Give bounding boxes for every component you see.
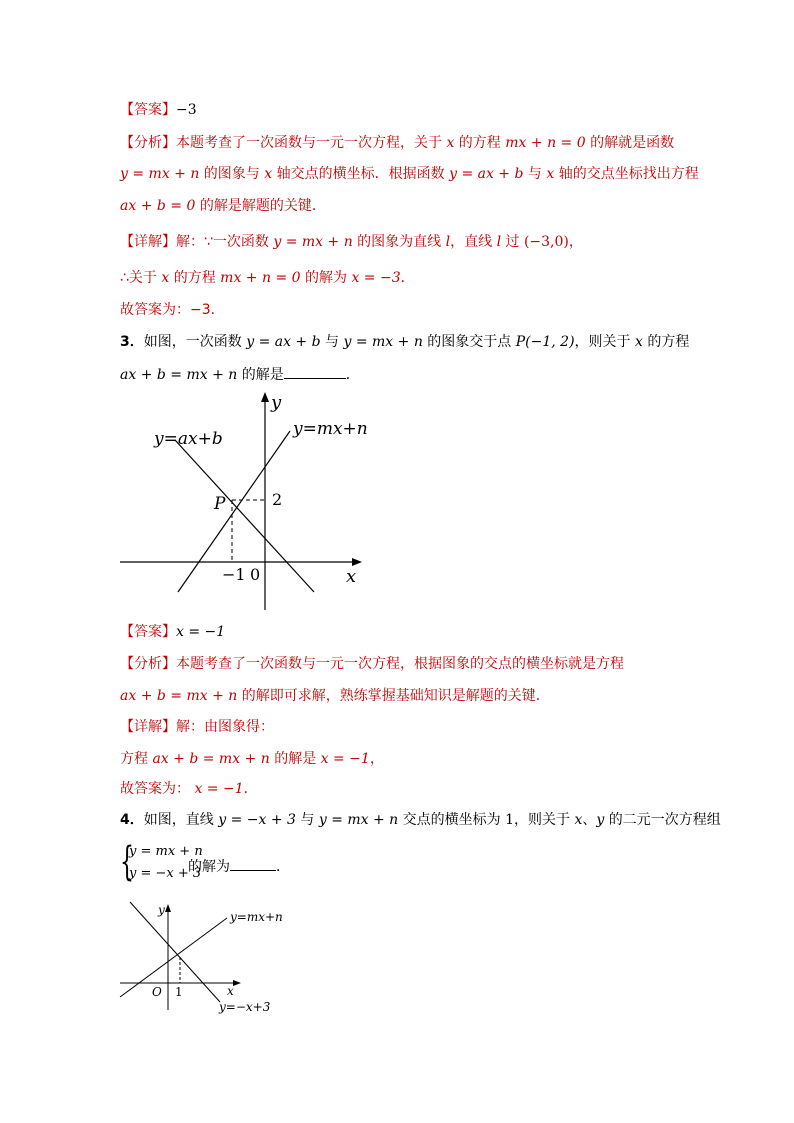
system-equation-2: y = −x + 3 (129, 866, 202, 881)
system-tail: 的解为 ． (188, 856, 290, 876)
x-axis-arrow (352, 558, 362, 566)
analysis-3-line-1: 【分析】本题考查了一次函数与一元一次方程，根据图象的交点的横坐标就是方程 (120, 656, 624, 672)
label-line-mx-n: y=mx+n (293, 419, 368, 439)
analysis-2-line-3: ax + b = 0 的解是解题的关键． (120, 198, 326, 214)
label-x-axis: x (227, 984, 234, 998)
graph-question-3 (110, 388, 370, 614)
answer-blank (230, 856, 276, 871)
detail-2-line-3: 故答案为：−3． (120, 302, 225, 318)
analysis-2-line-2: y = mx + n 的图象与 x 轴交点的横坐标．根据函数 y = ax + b 与 x 轴的交点坐标找出方程 (120, 166, 699, 182)
analysis-3-line-2: ax + b = mx + n 的解即可求解，熟练掌握基础知识是解题的关键． (120, 688, 550, 704)
y-axis-arrow (165, 904, 171, 912)
detail-2-line-2: ∴关于 x 的方程 mx + n = 0 的解为 x = −3． (120, 270, 415, 286)
label-line-neg-x-3: y=−x+3 (219, 1000, 271, 1014)
detail-label: 【详解】 (120, 719, 176, 735)
detail-2-line-1: 【详解】解：∵一次函数 y = mx + n 的图象为直线 l，直线 l 过 (−3,0)， (120, 234, 583, 250)
label-x-1: 1 (175, 985, 183, 999)
label-line-ax-b: y=ax+b (154, 429, 223, 449)
label-x-axis: x (346, 566, 357, 587)
question-number: 3． (120, 334, 144, 350)
line-mx-plus-n (120, 918, 227, 997)
x-axis-arrow (233, 980, 241, 986)
label-x-neg1: −1 (222, 565, 246, 584)
system-brace: { (120, 839, 134, 885)
answer-value: x = −1 (176, 624, 226, 640)
detail-label: 【详解】 (120, 234, 176, 250)
analysis-label: 【分析】 (120, 135, 176, 151)
detail-3-line-3: 故答案为： x = −1． (120, 781, 258, 797)
label-point-p: P (214, 494, 226, 514)
question-number: 4． (120, 812, 144, 828)
detail-3-line-1: 【详解】解：由图象得： (120, 719, 274, 735)
label-y-2: 2 (272, 490, 283, 509)
answer-blank (284, 364, 346, 379)
analysis-2-line-1: 【分析】本题考查了一次函数与一元一次方程，关于 x 的方程 mx + n = 0 的解就是函数 (120, 135, 675, 151)
system-equation-1: y = mx + n (129, 844, 203, 859)
answer-2-line (120, 100, 197, 120)
label-y-axis: y (158, 903, 165, 917)
label-origin: O (152, 985, 162, 999)
answer-3-line (120, 622, 225, 642)
graph-question-4 (115, 898, 295, 1018)
question-4-line-1: 4．如图，直线 y = −x + 3 与 y = mx + n 交点的横坐标为 1，则关于 x、y 的二元一次方程组 (120, 812, 721, 828)
y-axis-arrow (261, 392, 269, 402)
label-y-axis: y (271, 392, 282, 413)
question-3-line-1: 3．如图，一次函数 y = ax + b 与 y = mx + n 的图象交于点 P(−1, 2)，则关于 x 的方程 (120, 334, 690, 350)
question-3-line-2: ax + b = mx + n 的解是 ． (120, 364, 360, 385)
analysis-label: 【分析】 (120, 656, 176, 672)
answer-label: 【答案】 (120, 624, 176, 640)
detail-3-line-2: 方程 ax + b = mx + n 的解是 x = −1， (120, 751, 384, 767)
label-line-mx-n: y=mx+n (230, 910, 283, 924)
label-origin: 0 (250, 565, 261, 584)
answer-label: 【答案】 (120, 102, 176, 118)
answer-value: −3 (176, 102, 197, 118)
